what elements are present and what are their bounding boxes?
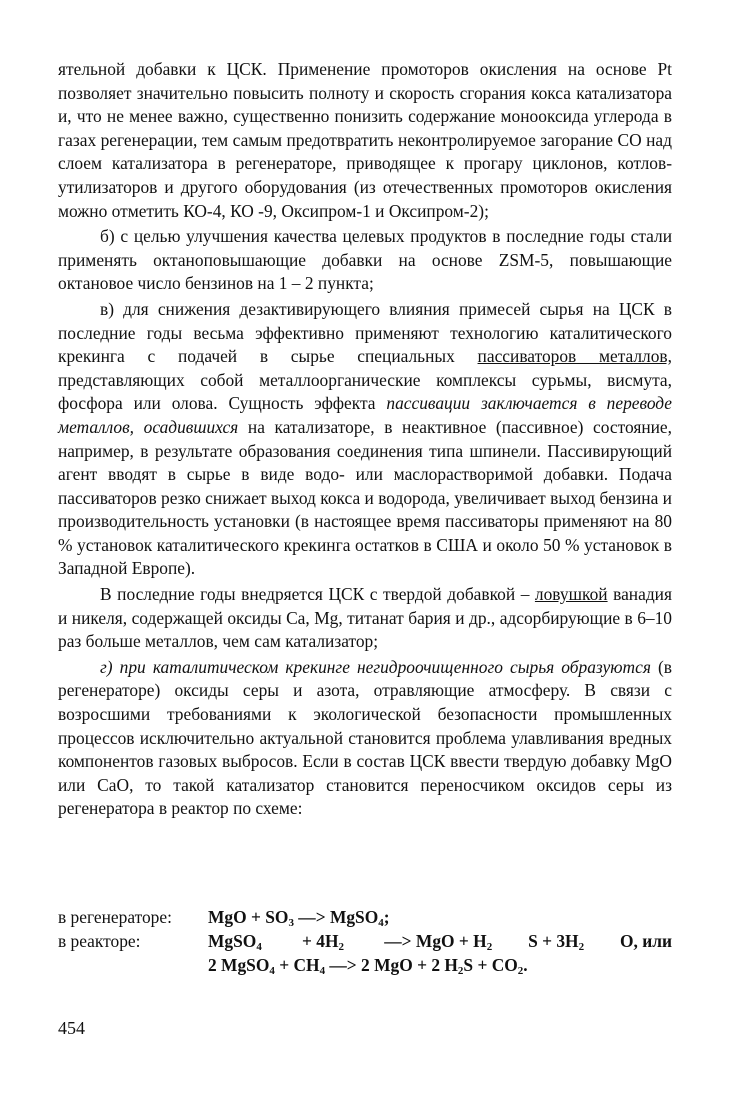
paragraph-v-passivators <box>58 298 672 581</box>
body-text <box>58 58 672 821</box>
subscript: 2 <box>457 965 464 977</box>
reaction-scheme <box>58 905 672 977</box>
formula-row-reactor-2 <box>58 953 672 977</box>
formula-part: . <box>523 955 528 975</box>
paragraph-b-octane: б) с целью улучшения качества целевых продуктов в последние годы стали применять октаноповышающие добавки на основе ZSM-5, повышающие октановое число бензинов на 1 – 2 пункта; <box>58 226 672 294</box>
paragraph-promoters: ятельной добавки к ЦСК. Применение промоторов окисления на основе Pt позволяет значительно повысить полноту и скорость сгорания кокса катализатора и, что не менее важно, существенно понизить содержание монооксида углерода в газах регенерации, тем самым предотвратить неконтролируемое загорание СО над слоем катализатора в регенераторе, приводящее к прогару циклонов, котлов-утилизаторов и другого оборудования (из отечественных промоторов окисления можно отметить КО-4, КО -9, Оксипром-1 и Оксипром-2); <box>58 59 672 221</box>
text-run: представляющих собой металлоорганические комплексы сурьмы, висмута, фосфора или олова. Сущность эффекта <box>58 369 672 414</box>
formula-regenerator <box>208 905 672 929</box>
formula-row-reactor <box>58 929 672 953</box>
subscript: 4 <box>319 965 326 977</box>
text-run: на катализаторе, в неактивное (пассивное) состояние, например, в результате образования соединения типа шпинели. Пассивирующий агент вводят в сырье в виде водо- или маслорастворимой добавки. Подача пассиваторов резко снижает выход кокса и водорода, увеличивает выход бензина и производительность установки (в настоящее время пассиваторы применяют на 80 % установок каталитического крекинга остатков в США и около 50 % установок в Западной Европе). <box>58 416 673 579</box>
formula-part: + 4H <box>297 931 339 951</box>
subscript: 4 <box>256 941 262 953</box>
formula-part: O, или <box>619 931 672 951</box>
formula-label: в регенераторе: <box>58 907 172 927</box>
text-run: ванадия и никеля, содержащей оксиды Са, Mg, титанат бария и др., адсорбирующие в 6–10 раз больше металлов, чем сам катализатор; <box>58 584 672 652</box>
formula-part: —> MgO + H <box>379 931 487 951</box>
formula-part: MgSO <box>208 931 257 951</box>
formula-part: S + CO <box>463 955 518 975</box>
formula-reactor-1 <box>208 929 672 953</box>
subscript: 2 <box>517 965 524 977</box>
page-number: 454 <box>58 1018 85 1038</box>
text-run: (в регенераторе) оксиды серы и азота, отравляющие атмосферу. В связи с возросшими требованиями к экологической безопасности промышленных процессов исключительно актуальной становится проблема улавливания вредных компонентов газовых выбросов. Если в состав ЦСК ввести твердую добавку MgO или СаО, то такой катализатор становится переносчиком оксидов серы из регенератора в реактор по схеме: <box>58 656 672 819</box>
text-run: В последние годы внедряется ЦСК с твердой добавкой – <box>100 584 535 605</box>
italic-run: г) при каталитическом крекинге негидроочищенного сырья образуются <box>100 656 651 677</box>
underlined-term: ловушкой <box>534 584 608 605</box>
formula-label-spacer <box>58 953 208 977</box>
formula-part: —> MgSO <box>293 907 379 927</box>
formula-part: MgO + SO <box>208 907 289 927</box>
subscript: 2 <box>578 941 585 953</box>
paragraph-g-sulfur <box>58 656 672 821</box>
subscript: 2 <box>486 941 493 953</box>
subscript: 3 <box>288 917 294 929</box>
subscript: 2 <box>338 941 345 953</box>
formula-part: S + 3H <box>528 931 579 951</box>
formula-row-regenerator <box>58 905 672 929</box>
italic-run: пассивации заключается в переводе металлов, осадившихся <box>58 393 673 437</box>
formula-label: в реакторе: <box>58 931 141 951</box>
paragraph-trap <box>58 583 672 654</box>
subscript: 4 <box>269 965 275 977</box>
formula-part: 2 MgSO <box>208 955 270 975</box>
formula-reactor-2 <box>208 953 672 977</box>
formula-part: ; <box>383 907 390 927</box>
text-run: в) для снижения дезактивирующего влияния примесей сырья на ЦСК в последние годы весьма эффективно применяют технологию каталитического крекинга с подачей в сырье специальных <box>58 298 672 367</box>
subscript: 4 <box>378 917 384 929</box>
underlined-term: пассиваторов металлов, <box>477 346 672 367</box>
formula-part: + CH <box>274 955 320 975</box>
formula-part: —> 2 MgO + 2 H <box>325 955 458 975</box>
